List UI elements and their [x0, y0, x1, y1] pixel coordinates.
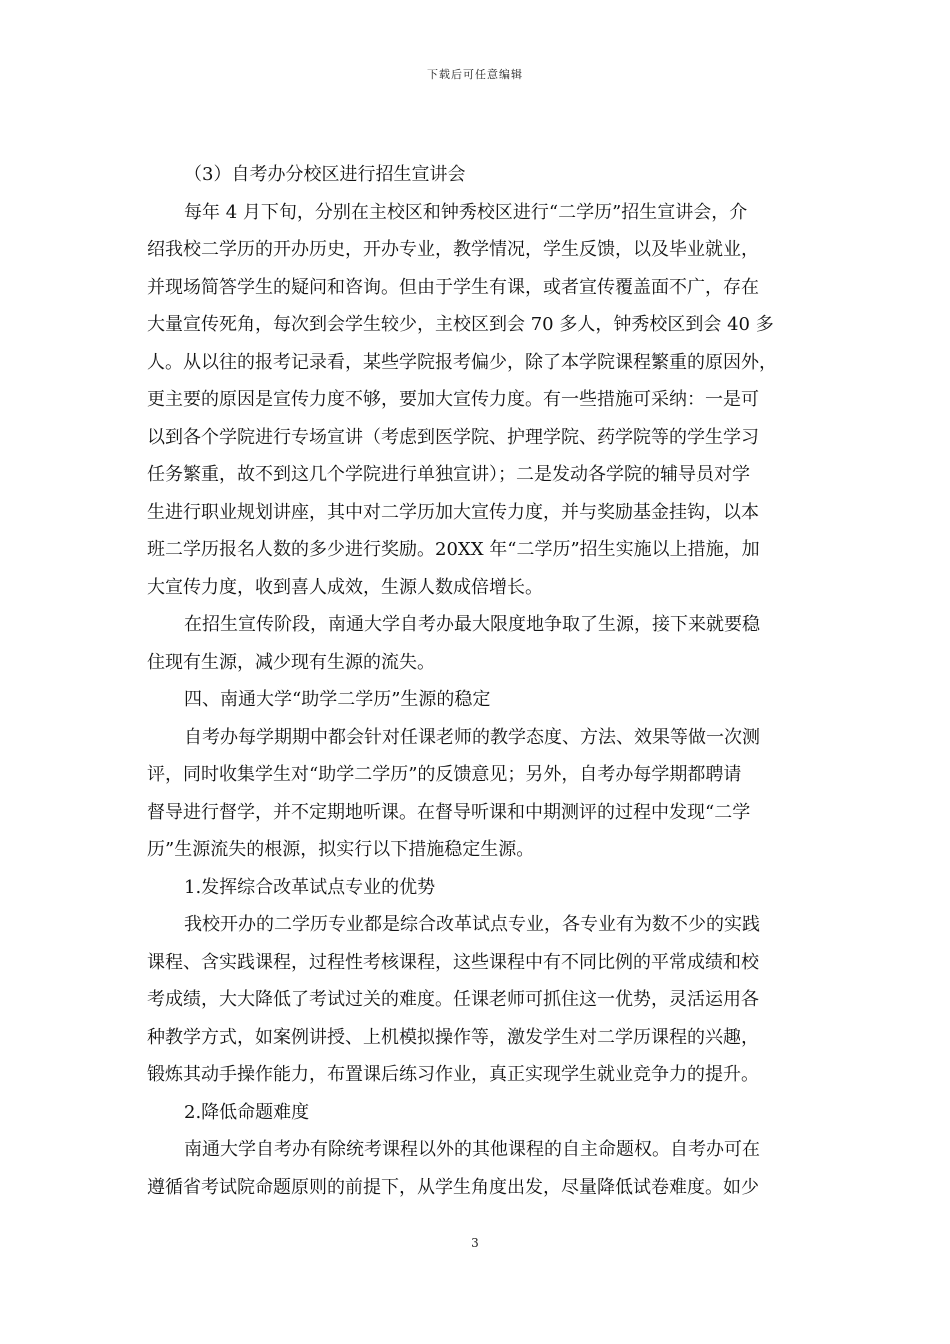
paragraph-line: 绍我校二学历的开办历史，开办专业，教学情况，学生反馈，以及毕业就业， [147, 239, 759, 260]
paragraph-line: 更主要的原因是宣传力度不够，要加大宣传力度。有一些措施可采纳：一是可 [147, 389, 759, 410]
section-heading: （3）自考办分校区进行招生宣讲会 [184, 164, 466, 185]
paragraph-line: 住现有生源，减少现有生源的流失。 [147, 651, 435, 673]
paragraph-line: 在招生宣传阶段，南通大学自考办最大限度地争取了生源，接下来就要稳 [184, 614, 760, 635]
paragraph-line: 遵循省考试院命题原则的前提下，从学生角度出发，尽量降低试卷难度。如少 [147, 1176, 759, 1198]
paragraph-line: 考成绩，大大降低了考试过关的难度。任课老师可抓住这一优势，灵活运用各 [147, 989, 759, 1010]
paragraph-line: 每年 4 月下旬，分别在主校区和钟秀校区进行“二学历”招生宣讲会，介 [184, 201, 748, 223]
document-body [147, 156, 813, 1206]
subsection-heading: 2.降低命题难度 [184, 1101, 310, 1123]
paragraph-line: 人。从以往的报考记录看，某些学院报考偏少，除了本学院课程繁重的原因外， [147, 351, 777, 373]
subsection-heading: 1.发挥综合改革试点专业的优势 [184, 876, 436, 898]
paragraph-line: 大宣传力度，收到喜人成效，生源人数成倍增长。 [147, 576, 543, 598]
paragraph-line: 我校开办的二学历专业都是综合改革试点专业，各专业有为数不少的实践 [184, 914, 760, 935]
paragraph-line: 自考办每学期期中都会针对任课老师的教学态度、方法、效果等做一次测 [184, 726, 760, 748]
paragraph-line: 以到各个学院进行专场宣讲（考虑到医学院、护理学院、药学院等的学生学习 [147, 426, 759, 448]
page-number: 3 [471, 1236, 479, 1250]
paragraph-line: 历”生源流失的根源，拟实行以下措施稳定生源。 [147, 839, 535, 860]
page-header: 下载后可任意编辑 [427, 68, 523, 81]
paragraph-line: 锻炼其动手操作能力，布置课后练习作业，真正实现学生就业竞争力的提升。 [147, 1064, 759, 1085]
paragraph-line: 大量宣传死角，每次到会学生较少，主校区到会 70 多人，钟秀校区到会 40 多 [147, 314, 774, 335]
paragraph-line: 种教学方式，如案例讲授、上机模拟操作等，激发学生对二学历课程的兴趣， [147, 1026, 759, 1048]
section-heading: 四、南通大学“助学二学历”生源的稳定 [184, 689, 491, 710]
paragraph-line: 南通大学自考办有除统考课程以外的其他课程的自主命题权。自考办可在 [184, 1139, 760, 1160]
paragraph-line: 任务繁重，故不到这几个学院进行单独宣讲）；二是发动各学院的辅导员对学 [147, 464, 750, 485]
paragraph-line: 生进行职业规划讲座，其中对二学历加大宣传力度，并与奖励基金挂钩，以本 [147, 501, 759, 523]
paragraph-line: 督导进行督学，并不定期地听课。在督导听课和中期测评的过程中发现“二学 [147, 801, 751, 823]
paragraph-line: 班二学历报名人数的多少进行奖励。20XX 年“二学历”招生实施以上措施，加 [147, 539, 760, 560]
paragraph-line: 评，同时收集学生对“助学二学历”的反馈意见；另外，自考办每学期都聘请 [147, 764, 742, 785]
paragraph-line: 并现场简答学生的疑问和咨询。但由于学生有课，或者宣传覆盖面不广，存在 [147, 276, 759, 298]
paragraph-line: 课程、含实践课程，过程性考核课程，这些课程中有不同比例的平常成绩和校 [147, 951, 759, 973]
